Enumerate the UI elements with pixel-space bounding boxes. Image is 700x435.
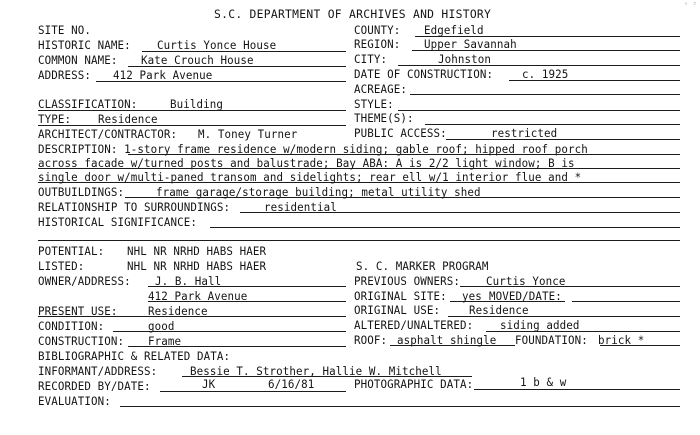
county-label: COUNTY: (354, 24, 401, 37)
photographic-label: PHOTOGRAPHIC DATA: (354, 378, 474, 391)
public-access-value: restricted (491, 127, 558, 140)
informant-value: Bessie T. Strother, Hallie W. Mitchell (190, 365, 442, 378)
corner-mark: ᵒ ³ (684, 1, 697, 9)
region-label: REGION: (354, 38, 401, 51)
form-rule (390, 345, 515, 346)
form-rule (600, 345, 680, 346)
region-value: Upper Savannah (424, 38, 517, 51)
condition-value: good (148, 320, 175, 333)
form-rule (125, 197, 680, 198)
form-rule (113, 331, 346, 332)
potential-codes: NHL NR NRHD HABS HAER (127, 245, 267, 258)
foundation-value: brick * (598, 334, 645, 347)
original-use-value: Residence (469, 304, 529, 317)
site-no-label: SITE NO. (38, 24, 92, 37)
relationship-value: residential (264, 201, 337, 214)
architect-label: ARCHITECT/CONTRACTOR: (38, 128, 178, 141)
form-rule (96, 81, 346, 82)
form-rule (398, 65, 680, 66)
roof-value: asphalt shingle (397, 334, 497, 347)
form-rule (486, 331, 680, 332)
owner-address-value: 412 Park Avenue (148, 290, 248, 303)
recorded-label: RECORDED BY/DATE: (38, 380, 151, 393)
historic-name-value: Curtis Yonce House (157, 39, 277, 52)
description-line1: DESCRIPTION: 1-story frame residence w/modern siding; gable roof; hipped roof porch (38, 143, 588, 156)
date-value: c. 1925 (522, 68, 569, 81)
present-use-value: Residence (148, 305, 208, 318)
form-rule (572, 301, 680, 302)
themes-label: THEME(S): (354, 112, 414, 125)
owner-value: J. B. Hall (155, 275, 222, 288)
common-name-label: COMMON NAME: (38, 54, 118, 67)
address-label: ADDRESS: (38, 69, 92, 82)
type-label: TYPE: (38, 113, 72, 126)
potential-label: POTENTIAL: (38, 245, 105, 258)
form-rule (412, 50, 680, 51)
date-label: DATE OF CONSTRUCTION: (354, 68, 494, 81)
style-label: STYLE: (354, 98, 394, 111)
recorded-by-value: JK (202, 378, 216, 391)
construction-value: Frame (148, 335, 182, 348)
form-rule (148, 301, 346, 302)
historic-name-label: HISTORIC NAME: (38, 39, 131, 52)
form-rule (446, 139, 680, 140)
form-rule (128, 346, 346, 347)
informant-label: INFORMANT/ADDRESS: (38, 365, 158, 378)
original-site-value: yes (462, 290, 482, 303)
classification-value: Building (170, 98, 224, 111)
evaluation-label: EVALUATION: (38, 395, 111, 408)
condition-label: CONDITION: (38, 320, 105, 333)
description-line2: across facade w/turned posts and balustrade; Bay ABA: A is 2/2 light window; B is (38, 157, 575, 170)
foundation-label: FOUNDATION: (515, 334, 588, 347)
relationship-label: RELATIONSHIP TO SURROUNDINGS: (38, 201, 231, 214)
form-rule (240, 212, 680, 213)
form-rule (460, 286, 680, 287)
present-use-label: PRESENT USE: (38, 305, 118, 318)
bibliographic-label: BIBLIOGRAPHIC & RELATED DATA: (38, 350, 231, 363)
acreage-label: ACREAGE: (354, 83, 408, 96)
form-rule (38, 168, 680, 169)
form-rule (128, 66, 346, 67)
form-rule (148, 286, 346, 287)
description-line3: single door w/multi-paned transom and sidelights; rear ell w/1 interior flue and * (38, 171, 582, 184)
significance-label: HISTORICAL SIGNIFICANCE: (38, 216, 198, 229)
previous-owners-label: PREVIOUS OWNERS: (354, 275, 461, 288)
form-rule (38, 240, 680, 241)
photographic-value: 1 b & w (520, 376, 567, 389)
form-rule (38, 316, 346, 317)
form-rule (120, 406, 680, 407)
owner-label: OWNER/ADDRESS: (38, 275, 131, 288)
listed-codes: NHL NR NRHD HABS HAER (127, 260, 267, 273)
city-label: CITY: (354, 53, 388, 66)
type-value: Residence (98, 113, 158, 126)
public-access-label: PUBLIC ACCESS: (354, 127, 447, 140)
common-name-value: Kate Crouch House (141, 54, 254, 67)
form-rule (182, 376, 472, 377)
form-rule (142, 51, 346, 52)
form-rule (509, 80, 680, 81)
form-rule (398, 110, 680, 111)
marker-label: S. C. MARKER PROGRAM (356, 260, 489, 273)
form-rule (450, 301, 565, 302)
construction-label: CONSTRUCTION: (38, 335, 125, 348)
previous-owners-value: Curtis Yonce (486, 275, 566, 288)
roof-label: ROOF: (354, 334, 388, 347)
form-rule (128, 154, 680, 155)
form-rule (474, 389, 680, 390)
form-rule (210, 227, 680, 228)
address-value: 412 Park Avenue (113, 69, 213, 82)
form-title: S.C. DEPARTMENT OF ARCHIVES AND HISTORY (214, 7, 492, 21)
city-value: Johnston (438, 53, 492, 66)
listed-label: LISTED: (38, 260, 85, 273)
form-rule (38, 125, 346, 126)
form-rule (38, 110, 346, 111)
outbuildings-value: frame garage/storage building; metal utility shed (156, 186, 481, 199)
moved-date-label: MOVED/DATE: (489, 290, 562, 303)
altered-label: ALTERED/UNALTERED: (354, 319, 474, 332)
form-rule (425, 124, 680, 125)
form-rule (410, 94, 680, 95)
outbuildings-label: OUTBUILDINGS: (38, 186, 125, 199)
recorded-date-value: 6/16/81 (268, 378, 315, 391)
altered-value: siding added (500, 319, 580, 332)
form-rule (38, 182, 680, 183)
form-rule (160, 391, 346, 392)
original-use-label: ORIGINAL USE: (354, 304, 441, 317)
form-rule (415, 36, 680, 37)
county-value: Edgefield (424, 24, 484, 37)
original-site-label: ORIGINAL SITE: (354, 290, 447, 303)
classification-label: CLASSIFICATION: (38, 98, 138, 111)
architect-value: M. Toney Turner (198, 128, 298, 141)
form-rule (448, 316, 680, 317)
